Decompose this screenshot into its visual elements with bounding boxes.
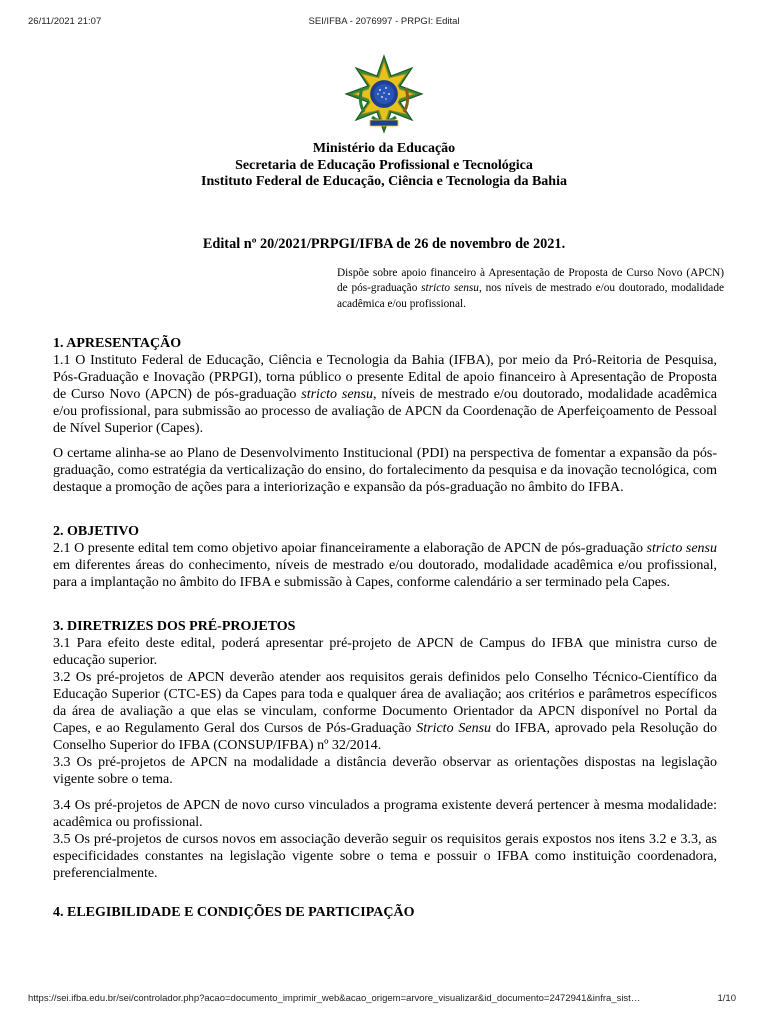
institute-name: Instituto Federal de Educação, Ciência e Tecnologia da Bahia (201, 174, 567, 190)
print-page-title: SEI/IFBA - 2076997 - PRPGI: Edital (308, 16, 460, 27)
p11-text-a: 1.1 O Instituto Federal de Educação, Ciência e Tecnologia da Bahia (IFBA), por meio da Pró-Reitoria de Pesquisa, Pós-Graduação e Inovação (PRPGI), torna público o presente Edital de apoio financeiro à Apresentação de Proposta de Curso Novo (APCN) de pós-graduação (53, 353, 717, 402)
document-body (53, 335, 717, 921)
p21-text-c: em diferentes áreas do conhecimento, níveis de mestrado e/ou doutorado, modalidade acadêmica e/ou profissional, para a implantação no âmbito do IFBA e submissão à Capes, conforme calendário a ser terminado pela Capes. (53, 558, 717, 590)
section-4-title: 4. ELEGIBILIDADE E CONDIÇÕES DE PARTICIPAÇÃO (53, 905, 415, 920)
p11-text-c: , níveis de mestrado e/ou doutorado, modalidade acadêmica e/ou profissional, para submissão ao processo de avaliação de APCN da Coordenação de Aperfeiçoamento de Pessoal de Nível Superior (Capes). (53, 387, 717, 436)
secretariat-name: Secretaria de Educação Profissional e Tecnológica (235, 157, 533, 173)
print-footer (0, 993, 768, 1007)
ementa (337, 266, 724, 312)
section-1-title: 1. APRESENTAÇÃO (53, 336, 182, 351)
paragraph-3-3: 3.3 Os pré-projetos de APCN na modalidade a distância deverão observar as orientações dispostas na legislação vigente sobre o tema. (53, 755, 717, 787)
paragraph-3-4: 3.4 Os pré-projetos de APCN de novo curso vinculados a programa existente deverá pertencer à mesma modalidade: acadêmica ou profissional. (53, 798, 717, 830)
print-datetime: 26/11/2021 21:07 (28, 16, 102, 27)
ementa-text-c: , nos níveis de mestrado e/ou doutorado, modalidade acadêmica e/ou profissional. (337, 282, 724, 310)
p32-text-a: 3.2 Os pré-projetos de APCN deverão atender aos requisitos gerais definidos pelo Conselho Técnico-Científico da Educação Superior (CTC-ES) da Capes para toda e qualquer área de avaliação; aos critérios e parâmetros específicos da área de avaliação a que elas se vinculam, conforme Documento Orientador da APCN disponível no Portal da Capes, e ao Regulamento Geral dos Cursos de Pós-Graduação (53, 670, 717, 736)
p21-text-a: 2.1 O presente edital tem como objetivo apoiar financeiramente a elaboração de APCN de pós-graduação (53, 541, 647, 556)
paragraph-2-1 (53, 540, 717, 591)
brazil-coat-of-arms-icon (342, 54, 426, 134)
paragraph-1-2: O certame alinha-se ao Plano de Desenvolvimento Institucional (PDI) na perspectiva de fomentar a expansão da pós-graduação, como estratégia da verticalização do ensino, do fortalecimento da pesquisa e da inovação tecnológica, com destaque a promoção de ações para a interiorização e expansão da pós-graduação no âmbito do IFBA. (53, 446, 717, 495)
section-3-title: 3. DIRETRIZES DOS PRÉ-PROJETOS (53, 619, 296, 634)
p11-italic-term: stricto sensu (301, 387, 373, 402)
institution-header (0, 141, 768, 191)
ementa-text-a: Dispõe sobre apoio financeiro à Apresentação de Proposta de Curso Novo (APCN) de pós-graduação (337, 267, 724, 295)
paragraph-3-5: 3.5 Os pré-projetos de cursos novos em associação deverão seguir os requisitos gerais expostos nos itens 3.2 e 3.3, as especificidades constantes na legislação vigente sobre o tema e possuir o IFBA como instituição coordenadora, preferencialmente. (53, 832, 717, 881)
p21-italic-term: stricto sensu (646, 541, 718, 556)
paragraph-3-1: 3.1 Para efeito deste edital, poderá apresentar pré-projeto de APCN de Campus do IFBA que ministra curso de educação superior. (53, 636, 717, 668)
print-page-number: 1/10 (717, 993, 736, 1004)
paragraph-1-1 (53, 352, 717, 437)
ministry-name: Ministério da Educação (312, 141, 456, 156)
p32-italic-term: Stricto Sensu (416, 721, 492, 736)
p32-text-c: do IFBA, aprovado pela Resolução do Conselho Superior do IFBA (CONSUP/IFBA) nº 32/2014. (53, 721, 718, 753)
ementa-italic-term: stricto sensu (421, 282, 479, 295)
paragraph-3-2 (53, 669, 717, 754)
section-2-title: 2. OBJETIVO (53, 524, 140, 539)
print-url: https://sei.ifba.edu.br/sei/controlador.php?acao=documento_imprimir_web&acao_origem=arvore_visualizar&id_documento=2472941&infra_sist… (28, 993, 641, 1004)
print-header (0, 16, 768, 30)
document-title: Edital nº 20/2021/PRPGI/IFBA de 26 de novembro de 2021. (202, 236, 566, 252)
